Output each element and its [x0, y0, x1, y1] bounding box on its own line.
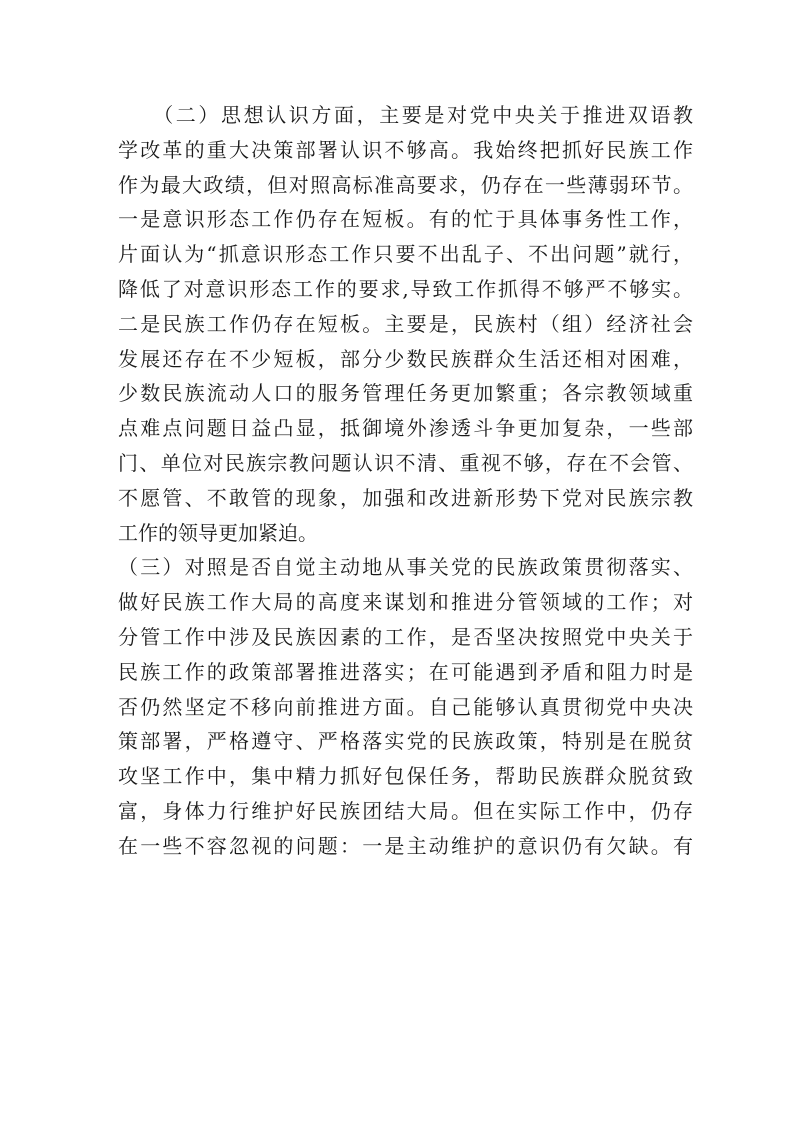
text-line: 否仍然坚定不移向前推进方面。自己能够认真贯彻党中央决 — [118, 694, 693, 719]
text-line: （三）对照是否自觉主动地从事关党的民族政策贯彻落实、 — [118, 555, 693, 580]
text-line: 分管工作中涉及民族因素的工作，是否坚决按照党中央关于 — [118, 624, 693, 649]
text-line: 二是民族工作仍存在短板。主要是，民族村（组）经济社会 — [118, 311, 693, 336]
text-line: 降低了对意识形态工作的要求,导致工作抓得不够严不够实。 — [118, 276, 693, 301]
text-line: 少数民族流动人口的服务管理任务更加繁重；各宗教领域重 — [118, 381, 693, 406]
text-line: 一是意识形态工作仍存在短板。有的忙于具体事务性工作， — [118, 207, 693, 232]
text-line: （二）思想认识方面，主要是对党中央关于推进双语教 — [118, 103, 693, 127]
text-line: 策部署，严格遵守、严格落实党的民族政策，特别是在脱贫 — [118, 729, 693, 754]
text-line: 在一些不容忽视的问题：一是主动维护的意识仍有欠缺。有 — [118, 833, 693, 858]
text-line: 发展还存在不少短板，部分少数民族群众生活还相对困难， — [118, 346, 693, 371]
text-line: 片面认为“抓意识形态工作只要不出乱子、不出问题”就行， — [118, 242, 693, 267]
paragraph-end-line: 工作的领导更加紧迫。 — [118, 520, 318, 545]
text-line: 作为最大政绩，但对照高标准高要求，仍存在一些薄弱环节。 — [118, 172, 693, 197]
text-line: 不愿管、不敢管的现象，加强和改进新形势下党对民族宗教 — [118, 485, 693, 510]
text-line: 学改革的重大决策部署认识不够高。我始终把抓好民族工作 — [118, 137, 693, 162]
text-line: 点难点问题日益凸显，抵御境外渗透斗争更加复杂，一些部 — [118, 416, 693, 441]
text-line: 富，身体力行维护好民族团结大局。但在实际工作中，仍存 — [118, 798, 693, 823]
text-line: 民族工作的政策部署推进落实；在可能遇到矛盾和阻力时是 — [118, 659, 693, 684]
body-text — [118, 98, 693, 864]
text-line: 做好民族工作大局的高度来谋划和推进分管领域的工作；对 — [118, 590, 693, 615]
text-line: 攻坚工作中，集中精力抓好包保任务，帮助民族群众脱贫致 — [118, 764, 693, 789]
text-line: 门、单位对民族宗教问题认识不清、重视不够，存在不会管、 — [118, 450, 693, 475]
